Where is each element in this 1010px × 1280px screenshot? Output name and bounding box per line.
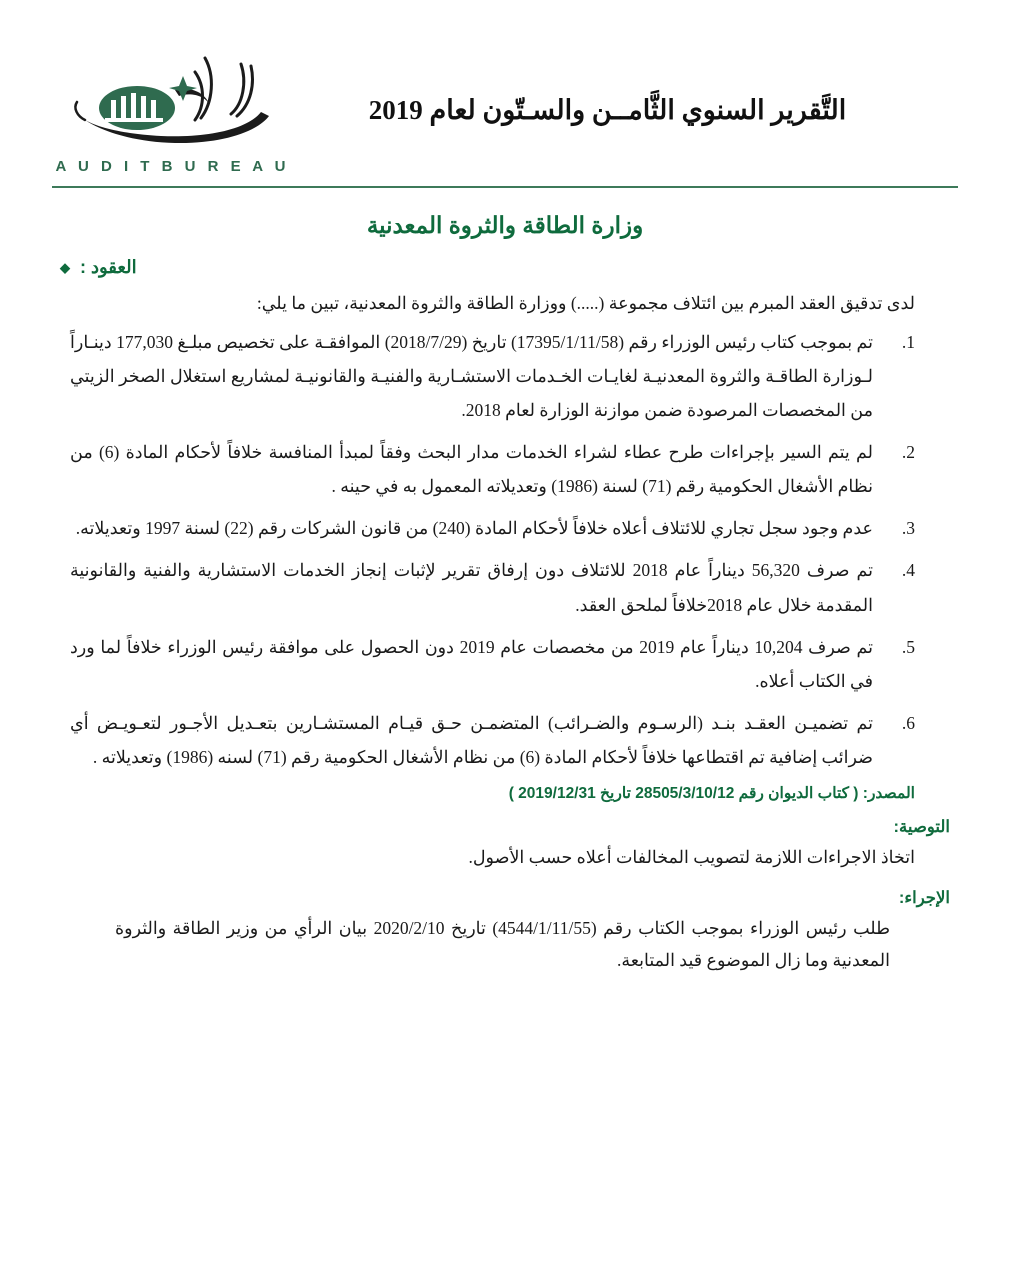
list-item: تم بموجب كتاب رئيس الوزراء رقم (17395/1/11/58) تاريخ (2018/7/29) الموافقـة على تخصيص مبلـغ 177,030 دينـاراً لـوزارة الطاقـة والثروة المعدنيـة لغايـات الخـدمات الاستشـارية والفنيـة والقانونيـة لمشاريع استغلال الصخر الزيتي من المخصصات المرصودة ضمن موازنة الوزارة لعام 2018. <box>70 331 874 420</box>
action-heading: الإجراء: <box>898 888 950 907</box>
list-item: تم صرف 10,204 ديناراً عام 2019 من مخصصات عام 2019 دون الحصول على موافقة رئيس الوزراء خلافاً لما ورد في الكتاب أعلاه. <box>70 636 873 691</box>
recommendation-heading: التوصية: <box>893 818 950 837</box>
audit-bureau-logo <box>55 46 290 175</box>
list-item: لم يتم السير بإجراءات طرح عطاء لشراء الخدمات مدار البحث وفقاً لمبدأ المنافسة خلافاً لأحكام المادة (6) من نظام الأشغال الحكومية رقم (71) لسنة (1986) وتعديلاته المعمول به في حينه . <box>70 442 873 497</box>
page-title: وزارة الطاقة والثروة المعدنية <box>366 212 644 238</box>
intro-paragraph: لدى تدقيق العقد المبرم بين ائتلاف مجموعة (.....) ووزارة الطاقة والثروة المعدنية، تبين ما يلي: <box>256 293 915 313</box>
diamond-bullet-icon: ◆ <box>60 260 70 275</box>
report-title: التَّقرير السنوي الثَّامــن والسـتّون لعام 2019 <box>368 94 847 125</box>
page-header <box>0 0 1010 180</box>
action-text: طلب رئيس الوزراء بموجب الكتاب رقم (4544/1/11/55) تاريخ 2020/2/10 بيان الرأي من وزير الطاقة والثروة المعدنية وما زال الموضوع قيد المتابعة. <box>115 917 891 970</box>
logo-caption: A U D I T B U R E A U <box>55 157 290 175</box>
list-item: عدم وجود سجل تجاري للائتلاف أعلاه خلافاً لأحكام المادة (240) من قانون الشركات رقم (22) لسنة 1997 وتعديلاته. <box>75 518 873 539</box>
document-body <box>0 188 1010 976</box>
section-heading-contracts <box>60 257 950 278</box>
recommendation-text: اتخاذ الاجراءات اللازمة لتصويب المخالفات أعلاه حسب الأصول. <box>468 847 915 868</box>
audit-bureau-calligraphy-logo-icon <box>55 46 290 156</box>
section-heading-label: العقود : <box>80 257 137 277</box>
findings-list <box>60 325 950 775</box>
source-reference: المصدر: ( كتاب الديوان رقم 28505/3/10/12 تاريخ 2019/12/31 ) <box>508 785 915 803</box>
list-item: تم تضميـن العقـد بنـد (الرسـوم والضـرائب) المتضمـن حـق قيـام المستشـارين بتعـديل الأجـور لتعـويـض أي ضرائب إضافية تم اقتطاعها خلافاً لأحكام المادة (6) من نظام الأشغال الحكومية رقم (71) لسنه (1986) وتعديلاته . <box>70 712 873 767</box>
list-item: تم صرف 56,320 ديناراً عام 2018 للائتلاف دون إرفاق تقرير لإثبات إنجاز الخدمات الاستشارية والفنية والقانونية المقدمة خلال عام 2018خلافاً لملحق العقد. <box>70 560 873 615</box>
